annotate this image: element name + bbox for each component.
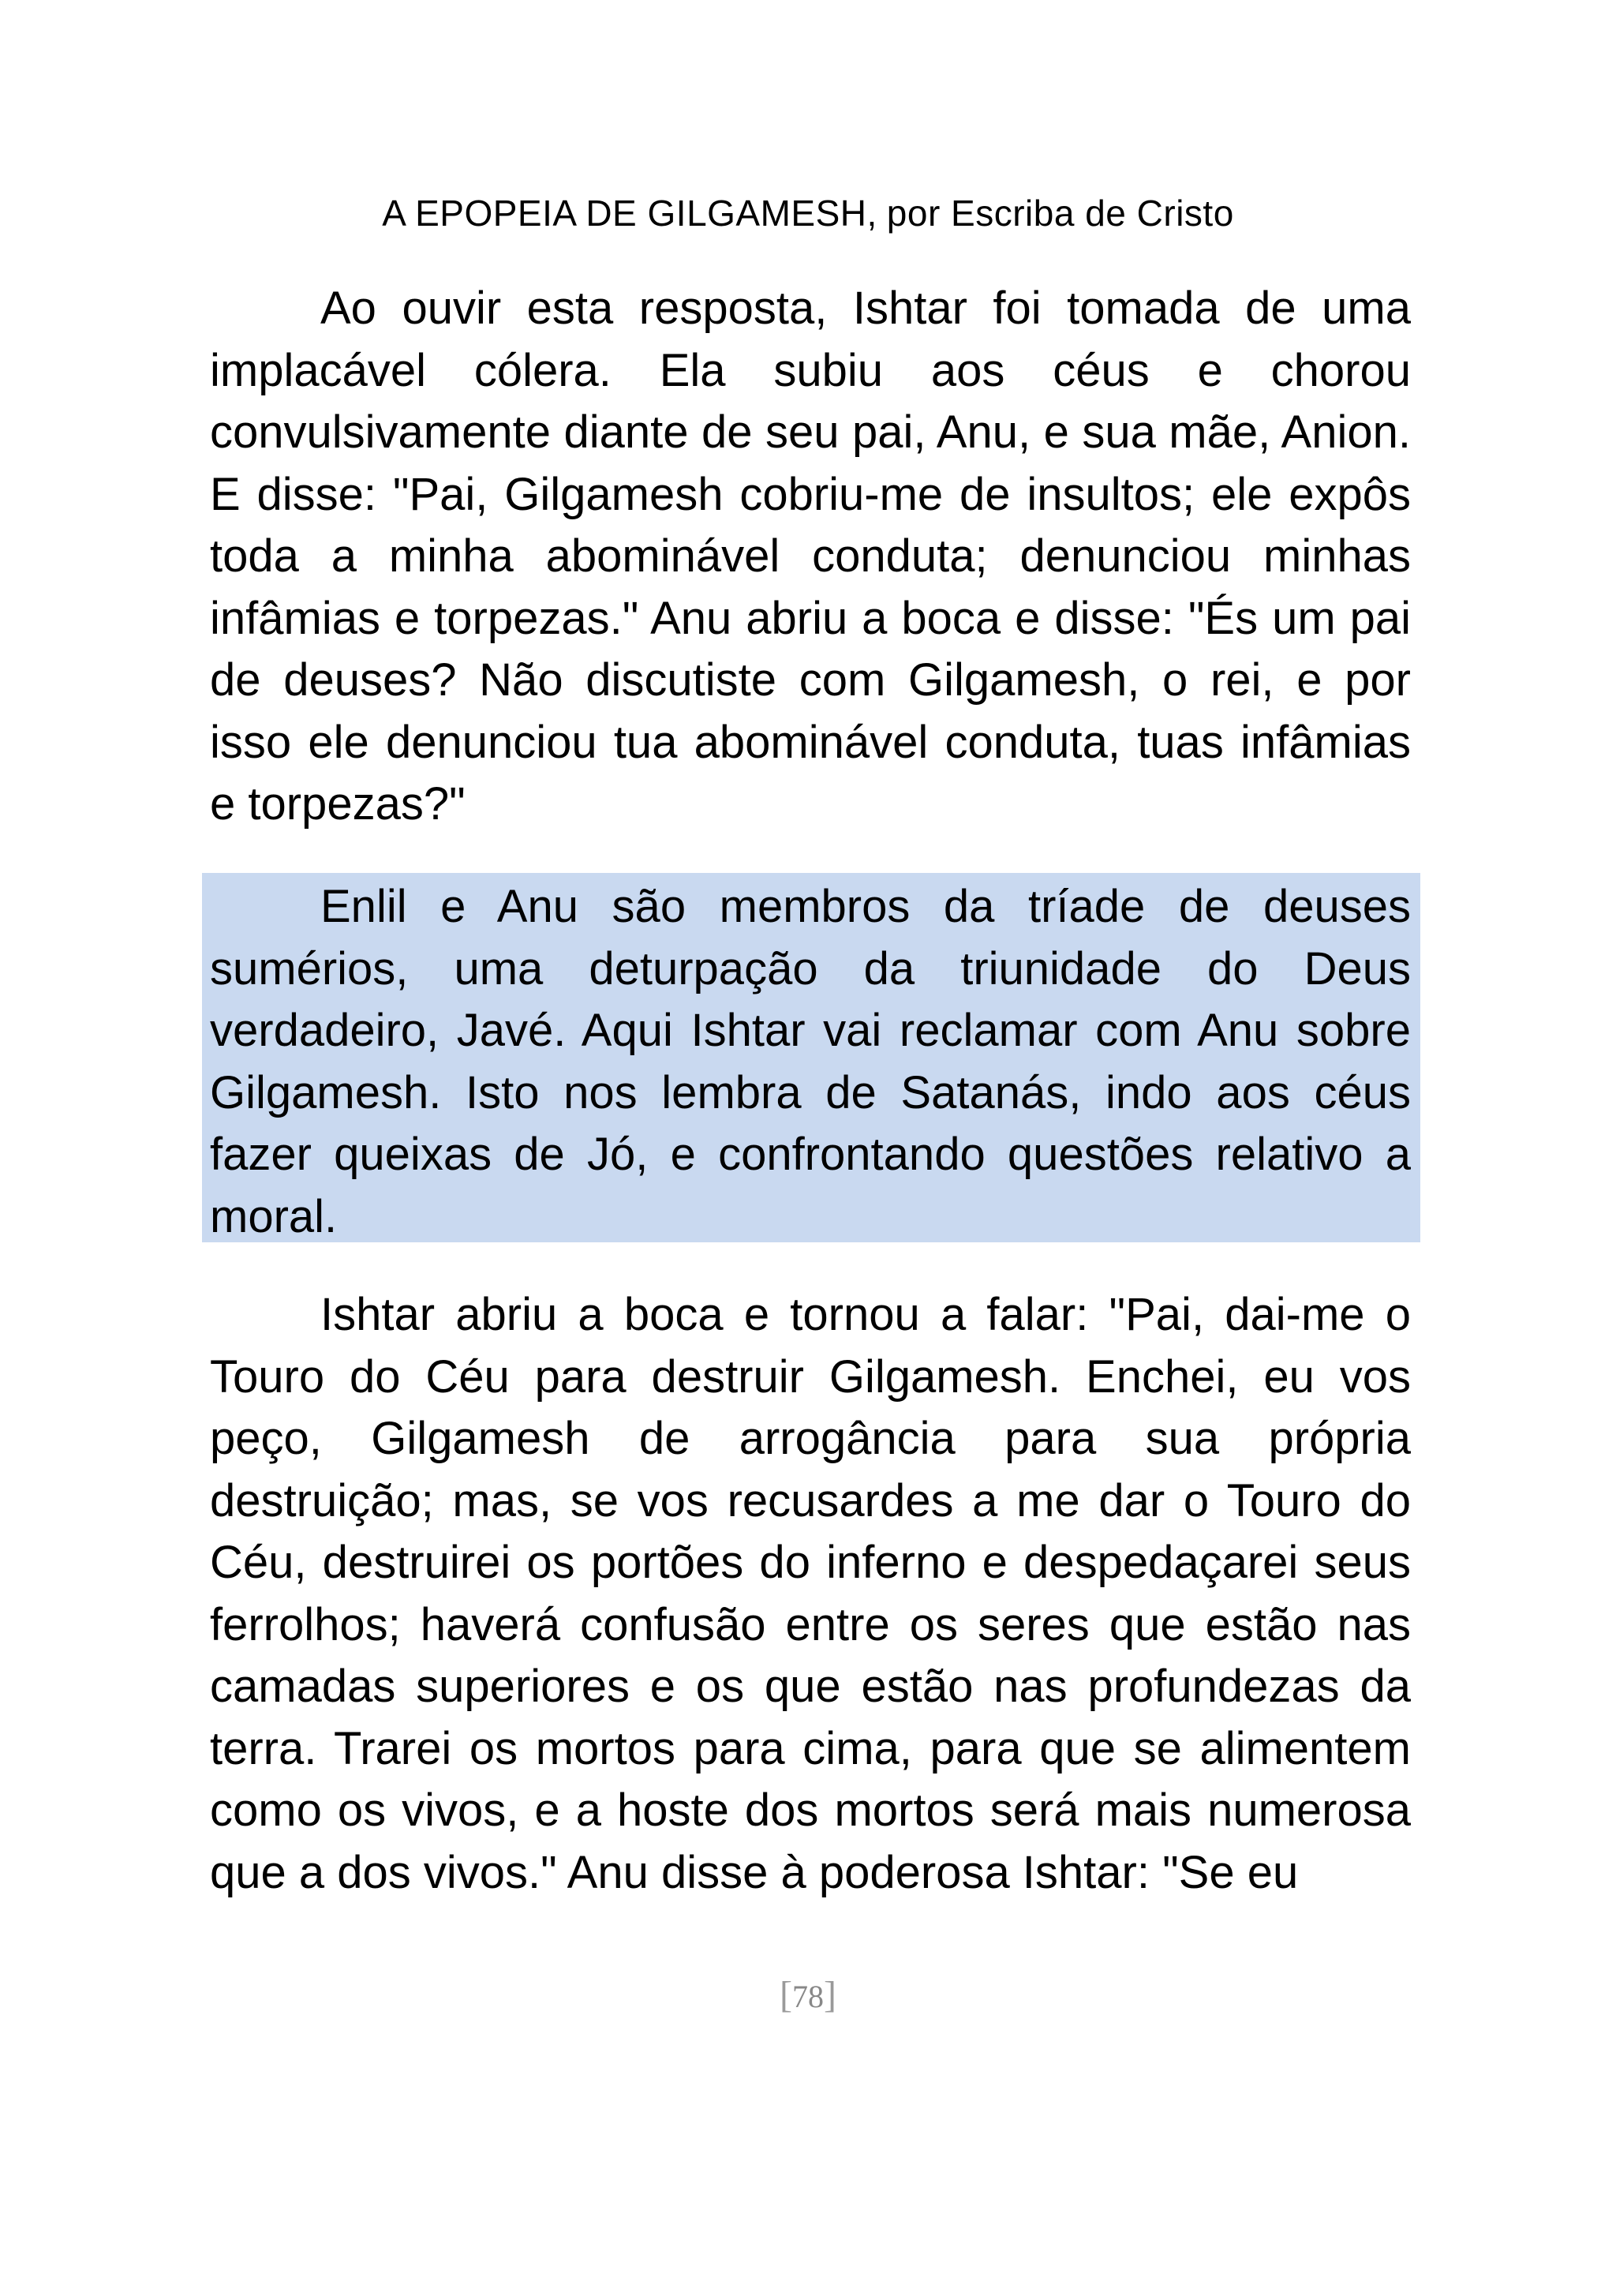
page-number-bracket-open: [ — [780, 1974, 792, 2016]
running-header — [0, 188, 1616, 238]
page-number-bracket-close: ] — [824, 1974, 836, 2016]
page-number-value: 78 — [792, 1979, 824, 2014]
page-number — [0, 1973, 1616, 2019]
commentary-highlight-box — [202, 873, 1420, 1242]
author-credit: por Escriba de Cristo — [886, 193, 1234, 234]
body-paragraph: Ao ouvir esta resposta, Ishtar foi tomada de uma implacável cólera. Ela subiu aos céus e chorou convulsivamente diante de seu pai, Anu, e sua mãe, Anion. E disse: "Pai, Gilgamesh cobriu-me de insultos; ele expôs toda a minha abominável conduta; denunciou minhas infâmias e torpezas." Anu abriu a boca e disse: "És um pai de deuses? Não discutiste com Gilgamesh, o rei, e por isso ele denunciou tua abominável conduta, tuas infâmias e torpezas?" — [210, 283, 1411, 830]
book-title: A EPOPEIA DE GILGAMESH, — [382, 193, 877, 234]
body-paragraph: Ishtar abriu a boca e tornou a falar: "Pai, dai-me o Touro do Céu para destruir Gilgamesh. Enchei, eu vos peço, Gilgamesh de arrogância para sua própria destruição; mas, se vos recusardes a me dar o Touro do Céu, destruirei os portões do inferno e despedaçarei seus ferrolhos; haverá confusão entre os seres que estão nas camadas superiores e os que estão nas profundezas da terra. Trarei os mortos para cima, para que se alimentem como os vivos, e a hoste dos mortos será mais numerosa que a dos vivos." Anu disse à poderosa Ishtar: "Se eu — [210, 1289, 1411, 1898]
commentary-paragraph: Enlil e Anu são membros da tríade de deuses sumérios, uma deturpação da triunidade do Deus verdadeiro, Javé. Aqui Ishtar vai reclamar com Anu sobre Gilgamesh. Isto nos lembra de Satanás, indo aos céus fazer queixas de Jó, e confrontando questões relativo a moral. — [210, 881, 1411, 1242]
